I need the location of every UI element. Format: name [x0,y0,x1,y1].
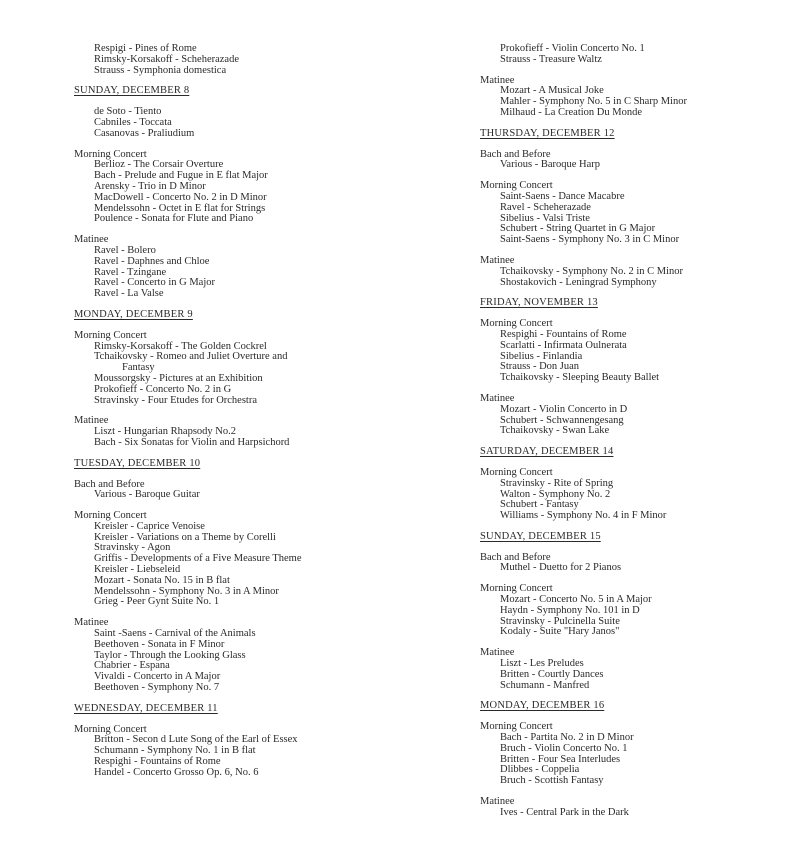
program-item: Williams - Symphony No. 4 in F Minor [500,510,667,522]
program-item: Respighi - Fountains of Rome [500,328,627,340]
day-section [480,447,720,522]
program-item: Mozart - Violin Concerto in D [500,403,628,415]
session-title: Morning Concert [74,723,147,735]
program-item: Rimsky-Korsakoff - Scheherazade [94,53,240,65]
program-item: Schumann - Symphony No. 1 in B flat [94,745,256,757]
program-item: Milhaud - La Creation Du Monde [500,106,643,118]
program-item: Britten - Courtly Dances [500,668,604,680]
session-title: Morning Concert [480,721,553,733]
day-section [480,701,720,818]
program-item: Mendelssohn - Symphony No. 3 in A Minor [94,585,279,597]
program-item: Liszt - Hungarian Rhapsody No.2 [94,426,237,438]
day-section [480,129,720,289]
program-item: Schubert - Fantasy [500,499,579,511]
program-list [74,629,304,694]
session-title: Matinee [74,234,109,246]
program-list [480,330,720,384]
program-item: Ravel - La Valse [94,288,164,300]
session-block [480,76,720,119]
program-item: de Soto - Tiento [94,106,162,118]
session-block [74,511,304,608]
program-item: Saint-Saens - Dance Macabre [500,190,625,202]
program-item: Bach - Six Sonatas for Violin and Harpsichord [94,436,290,448]
program-list [74,246,304,300]
program-list [480,192,720,246]
day-heading: SUNDAY, DECEMBER 15 [480,530,601,542]
session-title: Bach and Before [480,148,551,160]
session-title: Morning Concert [74,510,147,522]
session-block [74,331,304,407]
session-title: Morning Concert [74,148,147,160]
program-item: MacDowell - Concerto No. 2 in D Minor [94,191,267,203]
program-item: Arensky - Trio in D Minor [94,180,206,192]
program-item: Saint -Saens - Carnival of the Animals [94,628,256,640]
program-item: Ravel - Concerto in G Major [94,277,216,289]
program-item: Mahler - Symphony No. 5 in C Sharp Minor [500,96,687,108]
program-item: Kreisler - Caprice Venoise [94,520,205,532]
program-item: Strauss - Don Juan [500,361,580,373]
session-block [480,256,720,288]
program-list [74,522,304,608]
session-title: Morning Concert [74,329,147,341]
session-block [480,553,720,575]
session-block [480,181,720,246]
program-item: Bruch - Scottish Fantasy [500,775,604,787]
day-section [74,310,304,449]
day-section [74,704,304,779]
day-section [480,532,720,692]
session-title: Matinee [480,647,515,659]
program-list [480,479,720,522]
program-list [480,160,720,171]
program-item: Moussorgsky - Pictures at an Exhibition [94,372,263,384]
program-item: Various - Baroque Guitar [94,489,200,501]
session-block [74,618,304,694]
carry-over-list [480,44,720,66]
session-block [480,584,720,638]
session-title: Morning Concert [480,180,553,192]
day-heading: WEDNESDAY, DECEMBER 11 [74,702,218,714]
program-item: Respigi - Pines of Rome [94,43,197,54]
program-item: Stravinsky - Agon [94,542,171,554]
session-title: Morning Concert [480,318,553,330]
day-heading: SUNDAY, DECEMBER 8 [74,85,190,97]
session-block [74,235,304,300]
session-title: Matinee [480,796,515,808]
program-item: Schubert - String Quartet in G Major [500,223,656,235]
program-item: Prokofieff - Violin Concerto No. 1 [500,43,645,54]
day-heading: MONDAY, DECEMBER 9 [74,308,193,320]
session-title: Bach and Before [74,478,145,490]
session-block [74,725,304,779]
program-item: Bach - Prelude and Fugue in E flat Major [94,170,268,182]
program-item: Mozart - Concerto No. 5 in A Major [500,594,652,606]
program-item: Schubert - Schwannengesang [500,414,624,426]
program-item: Tchaikovsky - Romeo and Juliet Overture and Fantasy [94,351,288,374]
program-item: Tchaikovsky - Symphony No. 2 in C Minor [500,265,684,277]
program-item: Ravel - Bolero [94,244,156,256]
program-item: Taylor - Through the Looking Glass [94,649,246,661]
program-item: Mendelssohn - Octet in E flat for Strings [94,202,266,214]
session-block [480,722,720,787]
session-title: Bach and Before [480,551,551,563]
session-block [74,150,304,226]
program-item: Sibelius - Finlandia [500,350,583,362]
program-item: Berlioz - The Corsair Overture [94,159,224,171]
session-title: Morning Concert [480,466,553,478]
program-item: Dlibbes - Coppelia [500,764,580,776]
session-block [480,150,720,172]
day-heading: THURSDAY, DECEMBER 12 [480,127,615,139]
program-item: Strauss - Symphonia domestica [94,64,227,76]
program-item: Chabrier - Espana [94,660,170,672]
session-block [480,319,720,384]
program-item: Beethoven - Symphony No. 7 [94,682,220,694]
session-title: Matinee [74,617,109,629]
program-list [480,86,720,118]
program-item: Walton - Symphony No. 2 [500,488,611,500]
right-column [480,44,720,829]
program-item: Bruch - Violin Concerto No. 1 [500,742,628,754]
program-item: Kodaly - Suite "Hary Janos" [500,626,620,638]
day-heading: TUESDAY, DECEMBER 10 [74,457,201,469]
program-item: Britten - Four Sea Interludes [500,753,621,765]
program-item: Ravel - Scheherazade [500,201,591,213]
program-item: Ives - Central Park in the Dark [500,806,629,818]
program-item: Mozart - Sonata No. 15 in B flat [94,574,230,586]
day-heading: FRIDAY, NOVEMBER 13 [480,297,598,309]
session-title: Matinee [480,254,515,266]
session-title: Matinee [480,74,515,86]
session-block [480,468,720,522]
program-item: Griffis - Developments of a Five Measure Theme [94,553,302,565]
session-block [74,480,304,502]
program-list [74,490,304,501]
session-title: Matinee [74,415,109,427]
program-item: Bach - Partita No. 2 in D Minor [500,732,634,744]
program-item: Kreisler - Liebseleid [94,564,181,576]
program-item: Sibelius - Valsi Triste [500,212,590,224]
session-block [480,394,720,437]
session-block [480,648,720,691]
program-item: Prokofieff - Concerto No. 2 in G [94,383,232,395]
program-item: Muthel - Duetto for 2 Pianos [500,562,622,574]
program-item: Rimsky-Korsakoff - The Golden Cockrel [94,340,267,352]
program-item: Handel - Concerto Grosso Op. 6, No. 6 [94,766,259,778]
program-item: Ravel - Tzingane [94,266,167,278]
session-block [74,107,304,139]
program-list [480,563,720,574]
session-block [480,797,720,819]
program-item: Cabniles - Toccata [94,116,172,128]
program-item: Poulence - Sonata for Flute and Piano [94,213,254,225]
program-item: Beethoven - Sonata in F Minor [94,638,225,650]
program-list [74,735,304,778]
day-section [480,298,720,437]
session-title: Matinee [480,392,515,404]
program-item: Schumann - Manfred [500,679,590,691]
program-item: Ravel - Daphnes and Chloe [94,255,210,267]
program-item: Tchaikovsky - Sleeping Beauty Ballet [500,372,660,384]
program-item: Respighi - Fountains of Rome [94,756,221,768]
program-item: Stravinsky - Rite of Spring [500,477,614,489]
program-list [74,427,304,449]
program-list [480,808,720,819]
program-item: Britton - Secon d Lute Song of the Earl of Essex [94,734,298,746]
program-list [74,160,304,225]
program-list [74,342,304,407]
program-item: Stravinsky - Four Etudes for Orchestra [94,394,258,406]
session-block [74,416,304,448]
program-item: Strauss - Treasure Waltz [500,53,602,65]
program-item: Mozart - A Musical Joke [500,85,604,97]
day-section [74,459,304,694]
program-list [480,405,720,437]
program-item: Liszt - Les Preludes [500,658,584,670]
program-item: Vivaldi - Concerto in A Major [94,671,221,683]
day-section [74,86,304,300]
program-list [480,659,720,691]
program-list [480,267,720,289]
program-list [74,107,304,139]
program-item: Stravinsky - Pulcinella Suite [500,615,620,627]
program-item: Tchaikovsky - Swan Lake [500,425,610,437]
program-item: Saint-Saens - Symphony No. 3 in C Minor [500,234,680,246]
day-heading: SATURDAY, DECEMBER 14 [480,446,614,458]
program-item: Casanovas - Praliudium [94,127,195,139]
program-list [480,733,720,787]
left-column [74,44,304,789]
program-item: Shostakovich - Leningrad Symphony [500,276,657,288]
program-item: Kreisler - Variations on a Theme by Corelli [94,531,276,543]
day-heading: MONDAY, DECEMBER 16 [480,700,605,712]
program-item: Various - Baroque Harp [500,159,601,171]
session-title: Morning Concert [480,583,553,595]
program-item: Scarlatti - Infirmata Oulnerata [500,339,627,351]
program-list [480,595,720,638]
program-item: Grieg - Peer Gynt Suite No. 1 [94,596,220,608]
program-item: Haydn - Symphony No. 101 in D [500,604,640,616]
carry-over-list [74,44,304,76]
